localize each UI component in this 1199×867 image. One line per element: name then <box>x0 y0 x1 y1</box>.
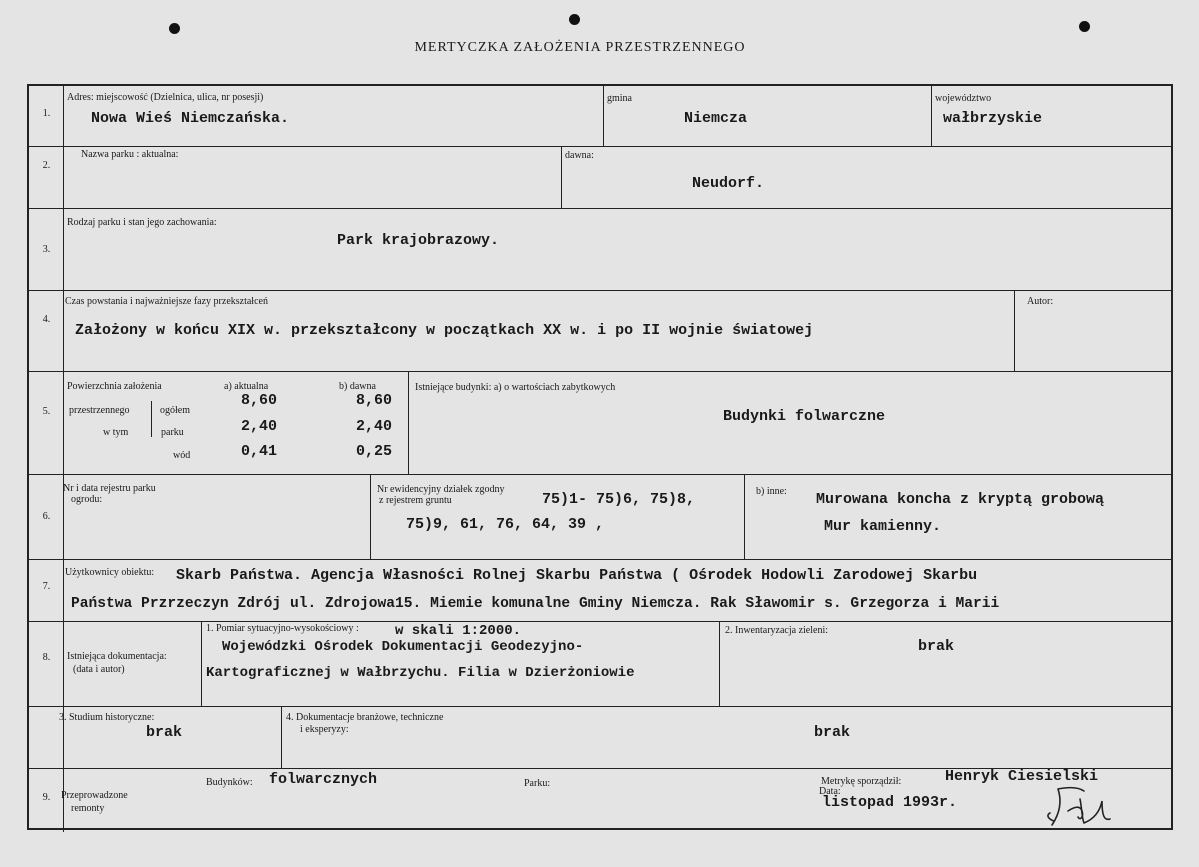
handwritten-signature <box>1044 781 1114 831</box>
document-title: MERTYCZKA ZAŁOŻENIA PRZESTRZENNEGO <box>414 40 746 55</box>
area-park-label: parku <box>161 427 184 438</box>
row-number: 2. <box>42 160 51 171</box>
row-number: 3. <box>42 244 51 255</box>
register-label: Nr i data rejestru parku <box>63 483 156 494</box>
punch-hole <box>169 23 180 34</box>
other-buildings-line-1: Murowana koncha z kryptą grobową <box>816 491 1105 508</box>
row-number: 1. <box>42 108 51 119</box>
park-type-label: Rodzaj parku i stan jego zachowania: <box>67 217 217 228</box>
creation-time-label: Czas powstania i najważniejsze fazy przekształceń <box>65 296 268 307</box>
area-current-water: 0,41 <box>241 443 278 460</box>
area-old-total: 8,60 <box>356 392 393 409</box>
buildings-label: Istniejące budynki: a) o wartościach zabytkowych <box>415 382 616 393</box>
area-label: Powierzchnia założenia <box>67 381 162 392</box>
area-current-total: 8,60 <box>241 392 278 409</box>
gmina-label: gmina <box>607 93 632 104</box>
survey-label: 1. Pomiar sytuacyjno-wysokościowy : <box>206 623 359 634</box>
voivodeship-value: wałbrzyskie <box>943 110 1043 127</box>
author-label: Autor: <box>1027 296 1054 307</box>
area-incl-label: w tym <box>103 427 129 438</box>
row-number: 7. <box>42 581 51 592</box>
other-buildings-line-2: Mur kamienny. <box>824 518 942 535</box>
area-old-water: 0,25 <box>356 443 393 460</box>
buildings-renovation-value: folwarcznych <box>269 771 378 788</box>
users-label: Użytkownicy obiektu: <box>65 567 155 578</box>
prepared-by-label: Metrykę sporządził: <box>821 776 902 787</box>
documentation-label: Istniejąca dokumentacja: <box>67 651 167 662</box>
row-number: 6. <box>42 511 51 522</box>
prepared-by-value: Henryk Ciesielski <box>945 768 1099 785</box>
buildings-value: Budynki folwarczne <box>723 408 886 425</box>
row-number: 8. <box>42 652 51 663</box>
row-number: 4. <box>42 314 51 325</box>
area-current-park: 2,40 <box>241 418 278 435</box>
renovations-label-2: remonty <box>71 803 105 814</box>
creation-time-value: Założony w końcu XIX w. przekształcony w początkach XX w. i po II wojnie światowej <box>75 322 814 339</box>
branch-docs-label-2: i eksperyzy: <box>300 724 349 735</box>
date-label: Data: <box>819 786 841 797</box>
address-label: Adres: miejscowość (Dzielnica, ulica, nr posesji) <box>67 92 264 103</box>
form-table <box>27 84 1173 830</box>
date-value: listopad 1993r. <box>822 794 958 811</box>
area-total-label: ogółem <box>160 405 190 416</box>
survey-scale: w skali 1:2000. <box>395 623 522 639</box>
history-study-label: 3. Studium historyczne: <box>59 712 155 723</box>
area-old-label: b) dawna <box>339 381 376 392</box>
greenery-label: 2. Inwentaryzacja zieleni: <box>725 625 828 636</box>
history-study-value: brak <box>146 724 183 741</box>
documentation-label-2: (data i autor) <box>73 664 125 675</box>
park-renovation-label: Parku: <box>524 778 551 789</box>
address-value: Nowa Wieś Niemczańska. <box>91 110 290 127</box>
greenery-value: brak <box>918 638 955 655</box>
area-old-park: 2,40 <box>356 418 393 435</box>
park-name-label: Nazwa parku : aktualna: <box>81 149 179 160</box>
survey-author-line-1: Wojewódzki Ośrodek Dokumentacji Geodezyjno- <box>222 639 584 655</box>
park-old-name-value: Neudorf. <box>692 175 765 192</box>
gmina-value: Niemcza <box>684 110 748 127</box>
plot-numbers-line-1: 75)1- 75)6, 75)8, <box>542 491 696 508</box>
area-current-label: a) aktualna <box>224 381 269 392</box>
plot-numbers-line-2: 75)9, 61, 76, 64, 39 , <box>406 516 605 533</box>
row-number: 9. <box>42 792 51 803</box>
other-buildings-label: b) inne: <box>756 486 787 497</box>
punch-hole <box>1079 21 1090 32</box>
plot-label-2: z rejestrem gruntu <box>379 495 452 506</box>
users-line-1: Skarb Państwa. Agencja Własności Rolnej Skarbu Państwa ( Ośrodek Hodowli Zarodowej Skarbu <box>176 567 978 584</box>
renovations-label: Przeprowadzone <box>61 790 128 801</box>
row-number: 5. <box>42 406 51 417</box>
users-line-2: Państwa Przrzeczyn Zdrój ul. Zdrojowa15. Miemie komunalne Gminy Niemcza. Rak Sławomir s. Grzegorza i Marii <box>71 596 1000 612</box>
buildings-renovation-label: Budynków: <box>206 777 253 788</box>
branch-docs-label: 4. Dokumentacje branżowe, techniczne <box>286 712 444 723</box>
voivodeship-label: województwo <box>935 93 992 104</box>
branch-docs-value: brak <box>814 724 851 741</box>
park-type-value: Park krajobrazowy. <box>337 232 500 249</box>
plot-label: Nr ewidencyjny działek zgodny <box>377 484 505 495</box>
park-old-name-label: dawna: <box>565 150 594 161</box>
punch-hole <box>569 14 580 25</box>
register-label-2: ogrodu: <box>71 494 103 505</box>
survey-author-line-2: Kartograficznej w Wałbrzychu. Filia w Dzierżoniowie <box>206 665 635 681</box>
area-water-label: wód <box>173 450 191 461</box>
area-spatial-label: przestrzennego <box>69 405 130 416</box>
